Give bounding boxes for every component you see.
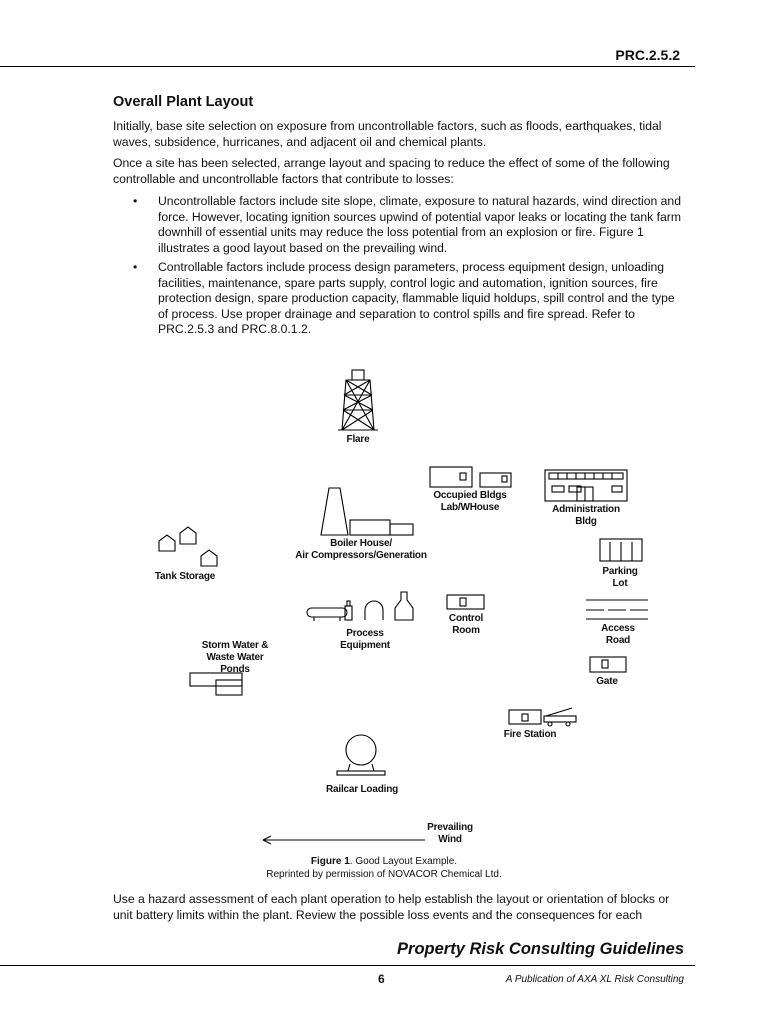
prevailing-wind-arrow — [263, 836, 425, 844]
figure-credit: Reprinted by permission of NOVACOR Chemical Ltd. — [266, 868, 502, 880]
paragraph-arrange-layout: Once a site has been selected, arrange layout and spacing to reduce the effect of some of the following controllable and uncontrollable factors that contribute to losses: — [113, 156, 670, 186]
flare-icon — [338, 370, 378, 430]
figure-caption — [0, 856, 768, 881]
railcar-loading-icon — [337, 735, 385, 775]
storm-water-label: Storm Water & Waste Water Ponds — [201, 640, 269, 675]
publisher-note: A Publication of AXA XL Risk Consulting — [505, 974, 684, 985]
plant-layout-figure — [140, 360, 680, 860]
fire-station-label: Fire Station — [503, 729, 557, 740]
figure-caption-label: Figure 1 — [310, 856, 350, 867]
figure-caption-text: . Good Layout Example. — [349, 856, 458, 867]
railcar-loading-label: Railcar Loading — [325, 784, 399, 795]
tank-storage-label: Tank Storage — [154, 571, 216, 582]
prevailing-wind-label: Prevailing Wind — [427, 822, 473, 845]
boiler-house-icon — [321, 488, 413, 535]
footer-title: Property Risk Consulting Guidelines — [397, 940, 684, 958]
tank-storage-icon — [159, 527, 217, 566]
access-road-label: Access Road — [601, 623, 635, 646]
footer-rule — [0, 965, 695, 966]
process-equipment-label: Process Equipment — [340, 628, 390, 651]
control-room-label: Control Room — [448, 613, 484, 636]
flare-label: Flare — [346, 434, 370, 445]
parking-lot-label: Parking Lot — [602, 566, 638, 589]
fire-station-icon — [509, 708, 576, 726]
document-code: PRC.2.5.2 — [615, 47, 680, 63]
list-item — [113, 260, 688, 338]
gate-label: Gate — [596, 676, 618, 687]
occupied-buildings-icon — [430, 467, 511, 487]
bullet-icon: • — [133, 194, 138, 208]
bullet-icon: • — [133, 260, 138, 274]
gate-icon — [590, 657, 626, 672]
storm-water-ponds-icon — [190, 673, 242, 695]
control-room-icon — [447, 595, 484, 609]
list-item-text: Controllable factors include process design parameters, process equipment design, unloading facilities, maintenance, spare parts supply, control logic and automation, ignition sources, fire protection design, spare production capacity, flammable liquid holdups, spill control and the type of process. Use proper drainage and separation to control spills and fire spread. Refer to PRC.2.5.3 and PRC.8.0.1.2. — [158, 260, 675, 336]
list-item — [113, 194, 688, 256]
list-item-text: Uncontrollable factors include site slope, climate, exposure to natural hazards, wind direction and force. However, locating ignition sources upwind of potential vapor leaks or locating the tank farm downhill of essential units may reduce the loss potential from an explosion or fire. Figure 1 illustrates a good layout based on the prevailing wind. — [158, 194, 681, 255]
access-road-icon — [586, 600, 648, 619]
section-title: Overall Plant Layout — [113, 94, 254, 110]
paragraph-hazard-assessment: Use a hazard assessment of each plant operation to help establish the layout or orientation of blocks or unit battery limits within the plant. Review the possible loss events and the consequences for each — [113, 892, 670, 922]
paragraph-site-selection: Initially, base site selection on exposure from uncontrollable factors, such as floods, earthquakes, tidal waves, subsidence, hurricanes, and adjacent oil and chemical plants. — [113, 119, 662, 149]
process-equipment-icon — [307, 592, 413, 621]
boiler-house-label: Boiler House/ Air Compressors/Generation — [295, 538, 427, 561]
page-number: 6 — [378, 972, 385, 986]
parking-lot-icon — [600, 539, 642, 561]
occupied-buildings-label: Occupied Bldgs Lab/WHouse — [433, 490, 507, 513]
administration-building-icon — [545, 470, 627, 501]
administration-label: Administration Bldg — [552, 504, 620, 527]
header-rule — [0, 66, 695, 67]
factor-list — [113, 194, 688, 342]
